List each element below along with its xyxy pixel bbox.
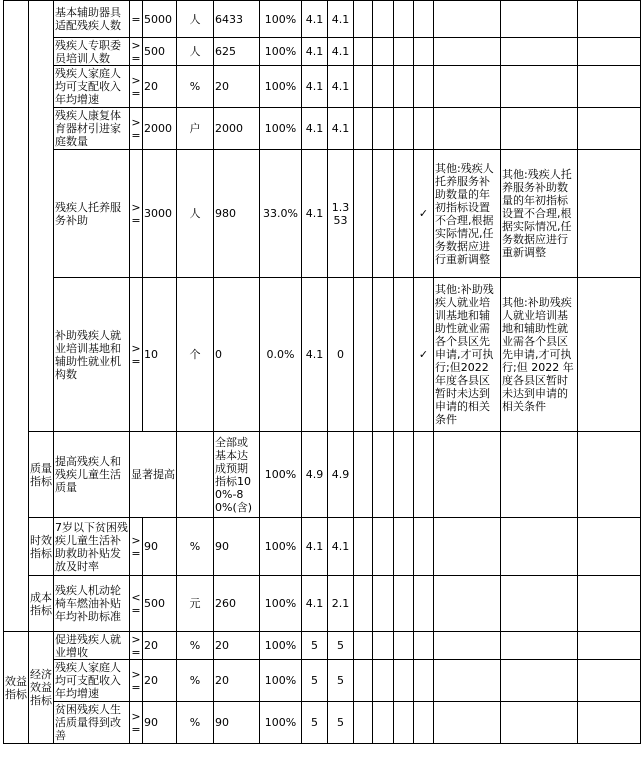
- empty-cell: [354, 66, 373, 108]
- empty-cell: [354, 150, 373, 278]
- table-row: [4, 432, 641, 518]
- actual-value: 260: [214, 576, 260, 632]
- reason-cell: [501, 66, 578, 108]
- weight: 4.1: [302, 278, 328, 432]
- empty-cell: [394, 278, 414, 432]
- empty-cell: [394, 660, 414, 702]
- reason-cell: [434, 38, 501, 66]
- operator: >=: [131, 38, 141, 65]
- target-value: 500: [143, 576, 177, 632]
- table-row: [4, 702, 641, 744]
- indicator-name: 补助残疾人就业培训基地和辅助性就业机构数: [54, 278, 130, 432]
- weight: 4.1: [302, 518, 328, 576]
- score: 2.1: [328, 576, 354, 632]
- completion-rate: 100%: [260, 108, 302, 150]
- weight: 5: [302, 660, 328, 702]
- empty-cell: [578, 66, 641, 108]
- empty-cell: [578, 702, 641, 744]
- table-row: [4, 108, 641, 150]
- check-cell: [414, 702, 434, 744]
- operator: =: [130, 1, 143, 38]
- table-row: [4, 1, 641, 38]
- check-cell: [414, 66, 434, 108]
- improvement-measure: 其他:补助残疾人就业培训基地和辅助性就业需各个县区先申请,才可执行;但 2022 年度各县区暂时未达到申请的相关条件: [501, 278, 578, 432]
- empty-cell: [578, 1, 641, 38]
- reason-cell: [434, 108, 501, 150]
- target-value: 3000: [143, 150, 177, 278]
- weight: 5: [302, 702, 328, 744]
- target-value: 90: [143, 518, 177, 576]
- indicator-name: 残疾人家庭人均可支配收入年均增速: [54, 660, 130, 702]
- empty-cell: [394, 66, 414, 108]
- actual-value: 980: [214, 150, 260, 278]
- operator: >=: [130, 278, 143, 432]
- actual-value: 20: [214, 632, 260, 660]
- weight: 4.1: [302, 1, 328, 38]
- score: 4.1: [328, 518, 354, 576]
- score: 5: [328, 660, 354, 702]
- score: 4.1: [328, 1, 354, 38]
- empty-cell: [373, 1, 394, 38]
- score: 5: [328, 632, 354, 660]
- actual-value: 90: [214, 518, 260, 576]
- empty-cell: [578, 432, 641, 518]
- table-row: [4, 632, 641, 660]
- score: 5: [328, 702, 354, 744]
- operator: >=: [130, 150, 143, 278]
- weight: 4.1: [302, 150, 328, 278]
- deviation-reason: 其他:残疾人托养服务补助数量的年初指标设置不合理,根据实际情况,任务数据应进行重新调整: [434, 150, 501, 278]
- indicator-name: 残疾人托养服务补助: [54, 150, 130, 278]
- completion-rate: 100%: [260, 660, 302, 702]
- sub-category-cost: 成本指标: [29, 576, 54, 632]
- actual-value: 90: [214, 702, 260, 744]
- check-cell: [414, 660, 434, 702]
- empty-cell: [394, 1, 414, 38]
- completion-rate: 0.0%: [260, 278, 302, 432]
- table-row: [4, 518, 641, 576]
- empty-cell: [394, 38, 414, 66]
- unit: %: [177, 632, 214, 660]
- reason-cell: [501, 576, 578, 632]
- weight: 4.1: [302, 38, 328, 66]
- empty-cell: [354, 576, 373, 632]
- empty-cell: [354, 518, 373, 576]
- table-row: [4, 66, 641, 108]
- target-value: 显著提高: [130, 432, 177, 518]
- reason-cell: [434, 1, 501, 38]
- indicator-name: 促进残疾人就业增收: [54, 632, 130, 660]
- actual-value: 20: [214, 660, 260, 702]
- empty-cell: [354, 278, 373, 432]
- empty-cell: [373, 432, 394, 518]
- reason-cell: [434, 660, 501, 702]
- reason-cell: [501, 108, 578, 150]
- target-value: 10: [143, 278, 177, 432]
- completion-rate: 100%: [260, 1, 302, 38]
- sub-category-timeliness: 时效指标: [29, 518, 54, 576]
- empty-cell: [394, 108, 414, 150]
- actual-value: 625: [214, 38, 260, 66]
- reason-cell: [434, 702, 501, 744]
- reason-cell: [501, 702, 578, 744]
- weight: 5: [302, 632, 328, 660]
- empty-cell: [394, 576, 414, 632]
- indicator-name: 基本辅助器具适配残疾人数: [54, 1, 130, 38]
- empty-cell: [373, 278, 394, 432]
- check-cell: [414, 632, 434, 660]
- unit: %: [177, 66, 214, 108]
- empty-cell: [578, 660, 641, 702]
- empty-cell: [578, 150, 641, 278]
- indicator-name: 残疾人专职委员培训人数: [54, 38, 130, 66]
- empty-cell: [578, 576, 641, 632]
- target-value: 20: [143, 660, 177, 702]
- empty-cell: [578, 38, 641, 66]
- empty-cell: [373, 702, 394, 744]
- table-row: [4, 576, 641, 632]
- deviation-reason: 其他:补助残疾人就业培训基地和辅助性就业需各个县区先申请,才可执行;但2022年度各县区暂时未达到申请的相关条件: [434, 278, 501, 432]
- unit: %: [177, 702, 214, 744]
- category-cell-empty: [4, 1, 29, 632]
- empty-cell: [394, 150, 414, 278]
- check-cell: [414, 38, 434, 66]
- score: 1.353: [328, 150, 354, 278]
- empty-cell: [373, 576, 394, 632]
- empty-cell: [373, 518, 394, 576]
- actual-value: 2000: [214, 108, 260, 150]
- unit: 人: [177, 38, 214, 66]
- indicator-name: 残疾人家庭人均可支配收入年均增速: [54, 66, 130, 108]
- table-row: [4, 38, 641, 66]
- actual-value: 20: [214, 66, 260, 108]
- target-value: 20: [143, 66, 177, 108]
- completion-rate: 100%: [260, 38, 302, 66]
- target-value: 5000: [143, 1, 177, 38]
- weight: 4.1: [302, 576, 328, 632]
- empty-cell: [354, 1, 373, 38]
- operator: >=: [130, 66, 143, 108]
- operator: >=: [130, 518, 143, 576]
- table-row: [4, 150, 641, 278]
- unit: 人: [177, 150, 214, 278]
- reason-cell: [501, 632, 578, 660]
- empty-cell: [394, 632, 414, 660]
- target-value: 20: [143, 632, 177, 660]
- empty-cell: [373, 38, 394, 66]
- target-value: 2000: [143, 108, 177, 150]
- empty-cell: [373, 150, 394, 278]
- empty-cell: [354, 108, 373, 150]
- unit: 个: [177, 278, 214, 432]
- completion-rate: 100%: [260, 518, 302, 576]
- empty-cell: [394, 518, 414, 576]
- sub-category-economic: 经济效益指标: [29, 632, 54, 744]
- empty-cell: [373, 66, 394, 108]
- check-cell: [414, 518, 434, 576]
- sub-category-cell-empty: [29, 1, 54, 432]
- deviation-check-mark: ✓: [414, 278, 434, 432]
- sub-category-quality: 质量指标: [29, 432, 54, 518]
- unit: 元: [177, 576, 214, 632]
- unit: 户: [177, 108, 214, 150]
- completion-rate: 100%: [260, 432, 302, 518]
- check-cell: [414, 1, 434, 38]
- empty-cell: [578, 108, 641, 150]
- table-row: [4, 278, 641, 432]
- empty-cell: [354, 432, 373, 518]
- operator: >=: [130, 702, 143, 744]
- indicator-name: 残疾人康复体育器材引进家庭数量: [54, 108, 130, 150]
- reason-cell: [501, 1, 578, 38]
- check-cell: [414, 576, 434, 632]
- performance-indicator-table: [3, 0, 641, 744]
- deviation-check-mark: ✓: [414, 150, 434, 278]
- reason-cell: [501, 660, 578, 702]
- empty-cell: [578, 632, 641, 660]
- indicator-name: 提高残疾人和残疾儿童生活质量: [54, 432, 130, 518]
- reason-cell: [434, 432, 501, 518]
- reason-cell: [434, 576, 501, 632]
- empty-cell: [578, 518, 641, 576]
- reason-cell: [434, 518, 501, 576]
- reason-cell: [434, 632, 501, 660]
- unit: [177, 432, 214, 518]
- actual-value: 0: [214, 278, 260, 432]
- empty-cell: [394, 432, 414, 518]
- weight: 4.1: [302, 108, 328, 150]
- empty-cell: [578, 278, 641, 432]
- score: 4.9: [328, 432, 354, 518]
- operator: >=: [130, 108, 143, 150]
- score: 0: [328, 278, 354, 432]
- unit: %: [177, 518, 214, 576]
- reason-cell: [501, 518, 578, 576]
- indicator-name: 7岁以下贫困残疾儿童生活补助救助补贴发放及时率: [54, 518, 130, 576]
- reason-cell: [434, 66, 501, 108]
- operator: >=: [130, 660, 143, 702]
- score: 4.1: [328, 38, 354, 66]
- unit: 人: [177, 1, 214, 38]
- empty-cell: [373, 660, 394, 702]
- empty-cell: [394, 702, 414, 744]
- weight: 4.9: [302, 432, 328, 518]
- empty-cell: [354, 660, 373, 702]
- actual-value: 6433: [214, 1, 260, 38]
- empty-cell: [354, 632, 373, 660]
- indicator-name: 残疾人机动轮椅车燃油补贴年均补助标准: [54, 576, 130, 632]
- target-value: 500: [143, 38, 177, 66]
- completion-rate: 100%: [260, 576, 302, 632]
- empty-cell: [354, 702, 373, 744]
- empty-cell: [354, 38, 373, 66]
- completion-rate: 100%: [260, 632, 302, 660]
- reason-cell: [501, 38, 578, 66]
- category-benefit: 效益指标: [4, 632, 29, 744]
- score: 4.1: [328, 66, 354, 108]
- completion-rate: 100%: [260, 66, 302, 108]
- improvement-measure: 其他:残疾人托养服务补助数量的年初指标设置不合理,根据实际情况,任务数据应进行重新调整: [501, 150, 578, 278]
- operator: >=: [131, 632, 141, 659]
- unit: %: [177, 660, 214, 702]
- reason-cell: [501, 432, 578, 518]
- check-cell: [414, 108, 434, 150]
- table-row: [4, 660, 641, 702]
- empty-cell: [373, 632, 394, 660]
- indicator-name: 贫困残疾人生活质量得到改善: [54, 702, 130, 744]
- target-value: 90: [143, 702, 177, 744]
- completion-rate: 100%: [260, 702, 302, 744]
- empty-cell: [373, 108, 394, 150]
- completion-rate: 33.0%: [260, 150, 302, 278]
- score: 4.1: [328, 108, 354, 150]
- weight: 4.1: [302, 66, 328, 108]
- actual-value: 全部或基本达成预期指标100%-80%(含): [214, 432, 260, 518]
- operator: <=: [130, 576, 143, 632]
- check-cell: [414, 432, 434, 518]
